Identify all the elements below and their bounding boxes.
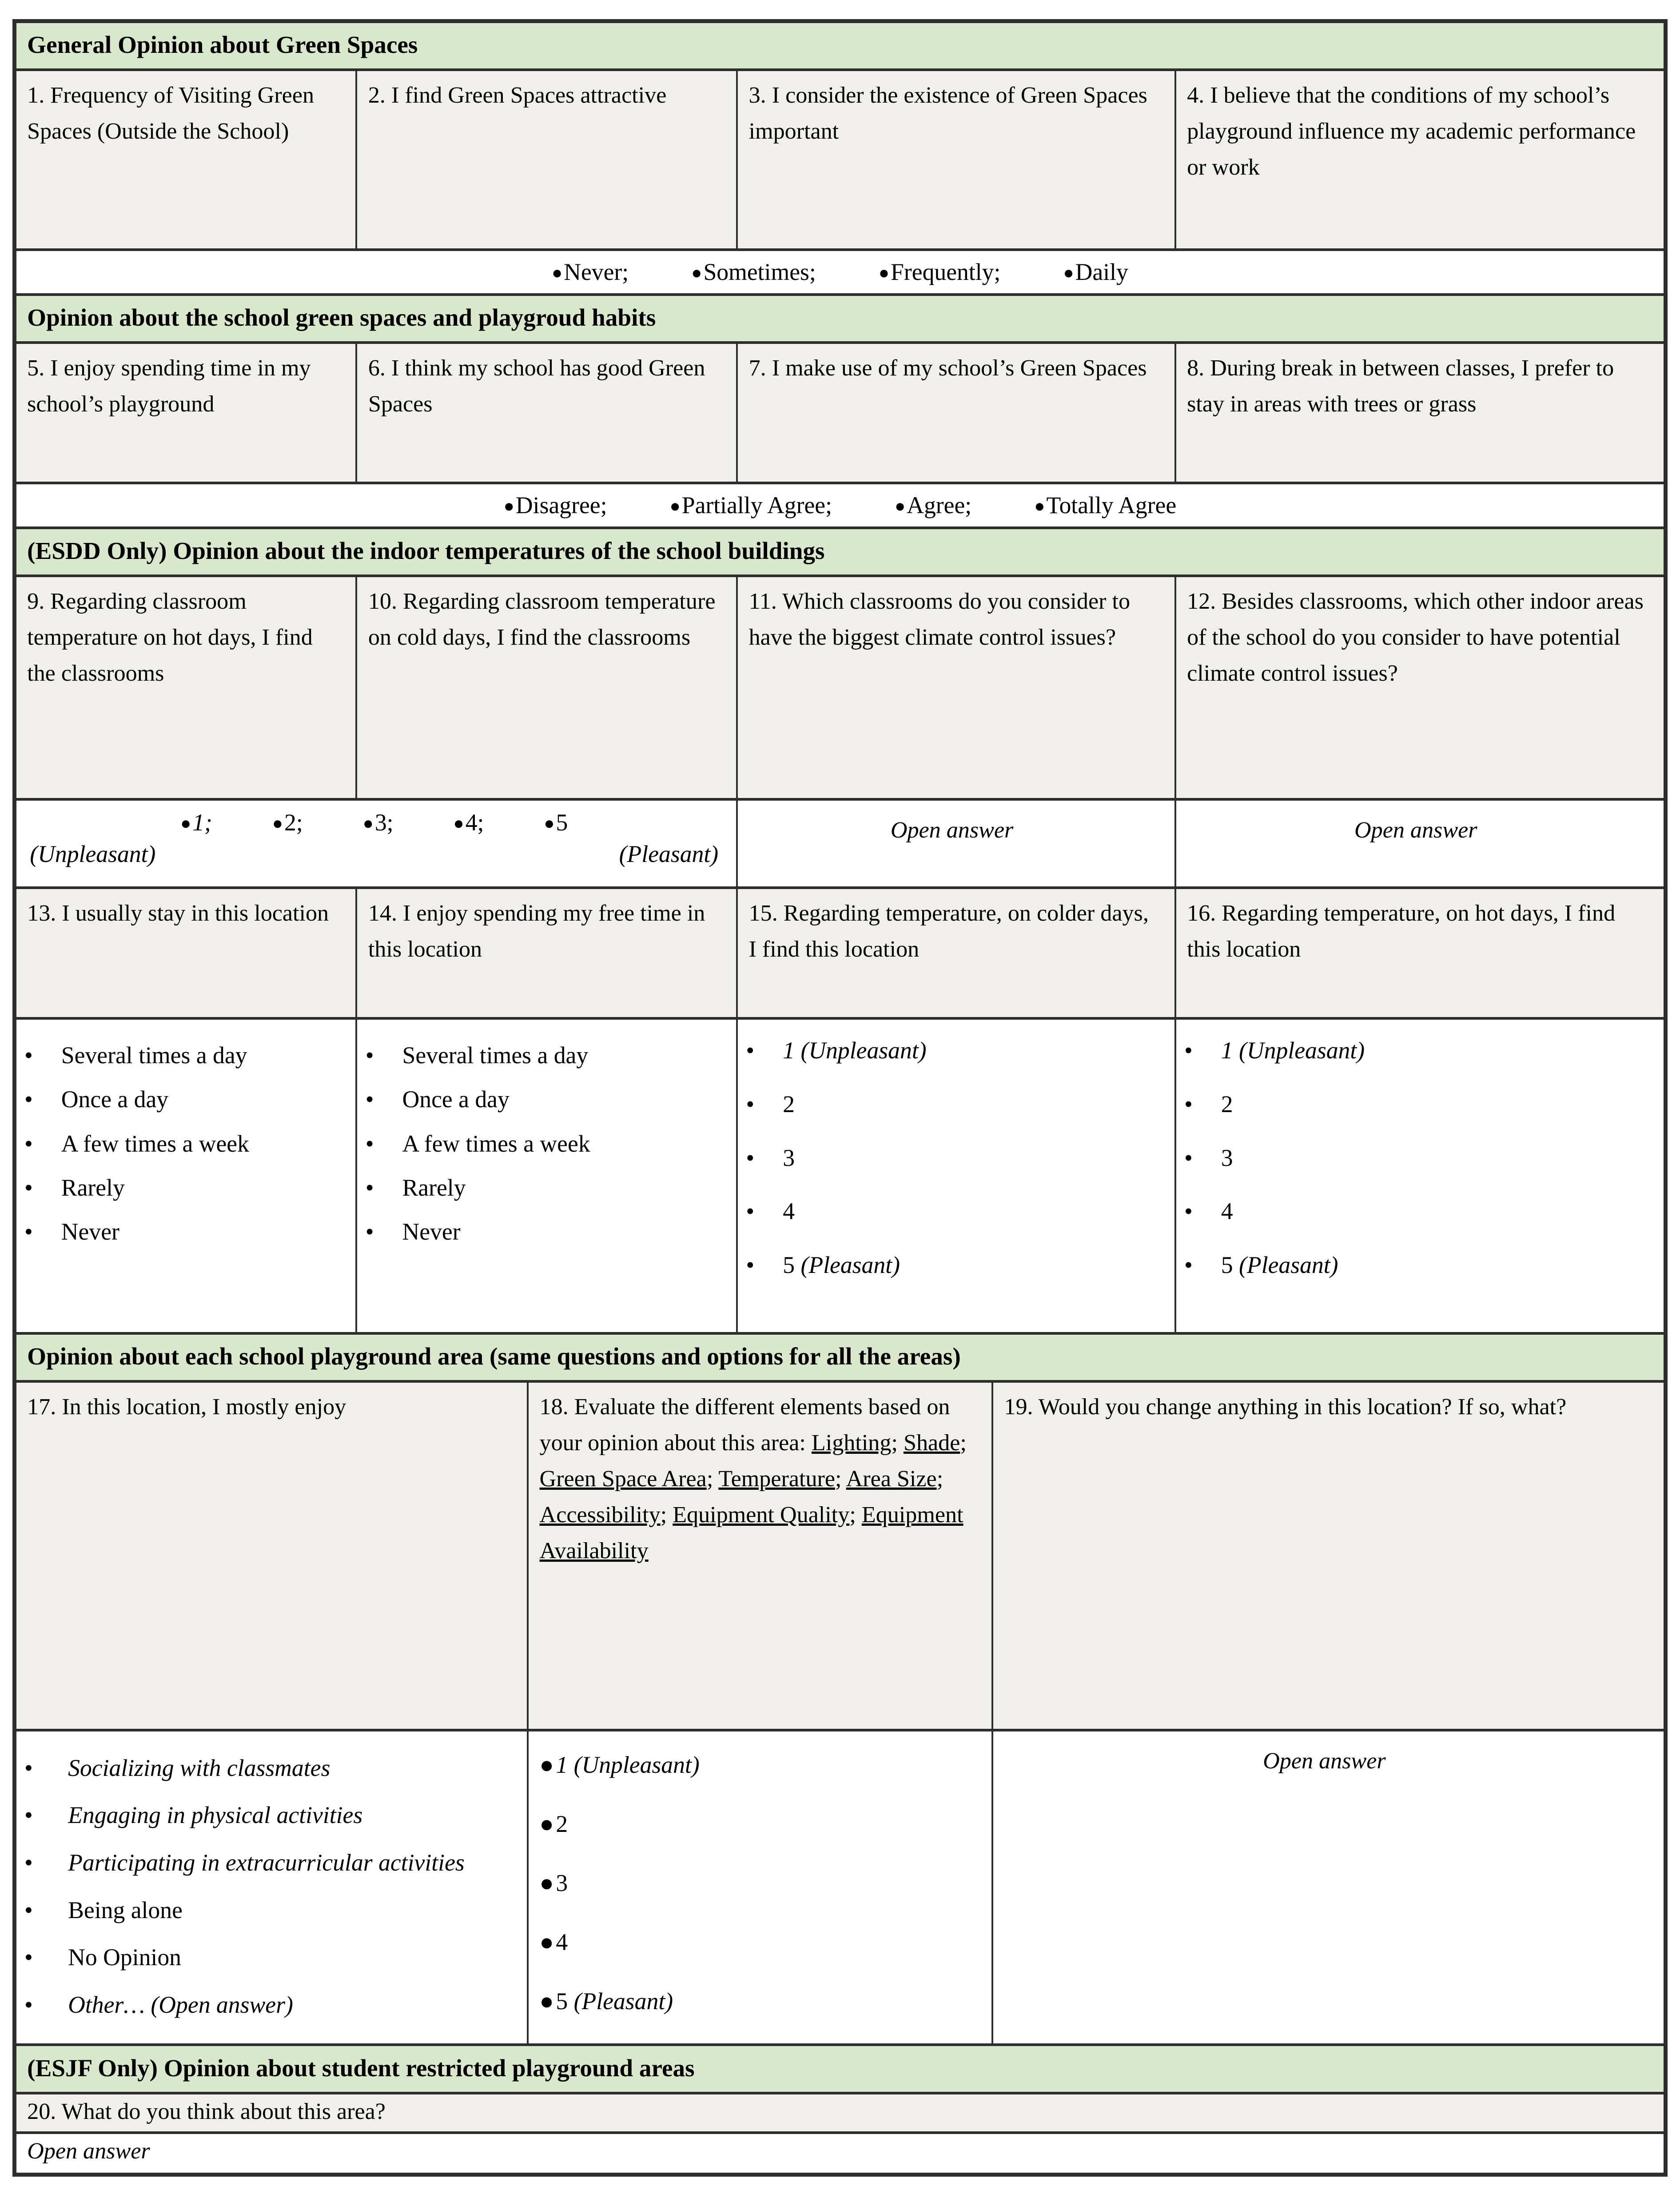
bullet-icon: ●	[1063, 263, 1074, 283]
questions-row-13-16	[16, 889, 1664, 1020]
question-12-cell: 12. Besides classrooms, which other indoor areas of the school do you consider to have potential climate control issues?	[1176, 577, 1664, 798]
list-item: • 1 (Unpleasant)	[746, 1033, 1160, 1068]
list-item: • Several times a day	[24, 1033, 279, 1077]
bullet-icon: ●	[539, 1928, 554, 1955]
question-4-cell: 4. I believe that the conditions of my school’s playground influence my academic performance or work	[1176, 71, 1664, 248]
answers-q14-list	[357, 1020, 738, 1332]
bullet-icon: •	[746, 1144, 755, 1171]
list-item: • 3	[1184, 1141, 1650, 1176]
bullet-icon: ●	[503, 496, 514, 516]
bullet-icon: •	[746, 1090, 755, 1117]
option-partially-agree	[670, 491, 832, 519]
list-item: • Once a day	[366, 1077, 723, 1121]
answers-q18-list	[529, 1731, 993, 2043]
bullet-icon: ●	[895, 496, 906, 516]
question-17-cell: 17. In this location, I mostly enjoy	[16, 1383, 529, 1729]
scale-numbers	[30, 809, 718, 836]
option-label: Sometimes;	[703, 259, 816, 286]
list-item: ● 4	[540, 1925, 981, 1960]
bullet-icon: •	[24, 1944, 33, 1971]
list-item: • 5 (Pleasant)	[746, 1248, 1160, 1283]
bullet-icon: ●	[669, 496, 681, 516]
bullet-icon: •	[24, 1991, 33, 2018]
list-item: ● 1 (Unpleasant)	[540, 1748, 981, 1783]
scale-high-label: (Pleasant)	[619, 841, 719, 868]
scale-1-5-cell	[16, 801, 738, 886]
bullet-icon: •	[24, 1086, 33, 1113]
option-daily	[1063, 258, 1128, 286]
list-item: • Being alone	[24, 1890, 472, 1931]
bullet-icon: •	[24, 1754, 33, 1781]
bullet-icon: •	[1184, 1252, 1193, 1279]
question-7-cell: 7. I make use of my school’s Green Spaces	[738, 344, 1176, 482]
bullet-icon: •	[365, 1174, 374, 1201]
answer-row-20	[16, 2134, 1664, 2173]
section-header-school: Opinion about the school green spaces and playgroud habits	[16, 296, 1664, 341]
bullet-icon: ●	[272, 813, 283, 834]
question-8-cell: 8. During break in between classes, I prefer to stay in areas with trees or grass	[1176, 344, 1664, 482]
list-item: • 4	[1184, 1194, 1650, 1229]
question-10-cell: 10. Regarding classroom temperature on cold days, I find the classrooms	[357, 577, 738, 798]
list-item: • No Opinion	[24, 1937, 472, 1978]
bullet-icon: ●	[539, 1869, 554, 1896]
agreement-options-cell	[16, 484, 1664, 527]
list-item: ● 3	[540, 1866, 981, 1901]
list-item: • Rarely	[366, 1166, 723, 1210]
section-row-playground	[16, 1335, 1664, 1383]
list-item: • Once a day	[24, 1077, 279, 1121]
questionnaire-table	[12, 19, 1668, 2177]
bullet-icon: •	[24, 1802, 33, 1829]
question-1-cell: 1. Frequency of Visiting Green Spaces (Outside the School)	[16, 71, 358, 248]
question-14-cell: 14. I enjoy spending my free time in this location	[357, 889, 738, 1017]
bullet-icon: •	[746, 1198, 755, 1225]
section-row-indoor	[16, 529, 1664, 577]
questions-row-17-19	[16, 1383, 1664, 1731]
list-item: ● 5 (Pleasant)	[540, 1984, 981, 2019]
option-label: Partially Agree;	[681, 492, 832, 519]
scale-1: ● 1;	[180, 809, 212, 836]
open-answer-q12: Open answer	[1176, 801, 1664, 886]
list-item: • Engaging in physical activities	[24, 1795, 472, 1835]
open-answer-q19: Open answer	[993, 1731, 1664, 2043]
section-header-general: General Opinion about Green Spaces	[16, 23, 1664, 68]
scale-4: ● 4;	[453, 809, 484, 836]
bullet-icon: •	[746, 1037, 755, 1064]
section-header-playground: Opinion about each school playground area (same questions and options for all the areas)	[16, 1335, 1664, 1380]
list-item: • 1 (Unpleasant)	[1184, 1033, 1650, 1068]
list-item: • 3	[746, 1141, 1160, 1176]
bullet-icon: •	[24, 1218, 33, 1245]
answers-row-13-16	[16, 1020, 1664, 1334]
open-answer-q20: Open answer	[16, 2134, 1664, 2173]
list-item: • Socializing with classmates	[24, 1748, 472, 1788]
scale-low-label: (Unpleasant)	[30, 841, 156, 868]
scale-row-9-12	[16, 801, 1664, 889]
question-13-cell: 13. I usually stay in this location	[16, 889, 358, 1017]
frequency-options-cell	[16, 251, 1664, 293]
answers-row-17-19	[16, 1731, 1664, 2046]
list-item: • 4	[746, 1194, 1160, 1229]
bullet-icon: •	[1184, 1090, 1193, 1117]
question-18-cell: 18. Evaluate the different elements based on your opinion about this area: Lighting; Shade; Green Space Area; Temperature; Area Size; Accessibility; Equipment Quality; Equipment Availability	[529, 1383, 993, 1729]
bullet-icon: •	[365, 1130, 374, 1157]
option-agree	[895, 491, 971, 519]
question-6-cell: 6. I think my school has good Green Spaces	[357, 344, 738, 482]
option-never	[552, 258, 629, 286]
section-row-restricted	[16, 2046, 1664, 2094]
list-item: • 2	[1184, 1087, 1650, 1122]
option-label: Agree;	[907, 492, 972, 519]
question-3-cell: 3. I consider the existence of Green Spaces important	[738, 71, 1176, 248]
section-row-school	[16, 296, 1664, 344]
list-item: • Never	[24, 1210, 279, 1254]
bullet-icon: ●	[691, 263, 702, 283]
option-label: Totally Agree	[1046, 492, 1177, 519]
bullet-icon: ●	[539, 1987, 554, 2014]
option-disagree	[504, 491, 607, 519]
option-label: Disagree;	[515, 492, 607, 519]
bullet-icon: •	[746, 1252, 755, 1279]
question-18-lead: 18. Evaluate the different elements based on your opinion about this area:	[539, 1394, 950, 1456]
bullet-icon: •	[1184, 1198, 1193, 1225]
question-19-cell: 19. Would you change anything in this location? If so, what?	[993, 1383, 1664, 1729]
scale-labels	[30, 840, 718, 868]
list-item: • Several times a day	[366, 1033, 723, 1077]
options-row-agreement	[16, 484, 1664, 529]
scale-2: ● 2;	[272, 809, 303, 836]
bullet-icon: •	[1184, 1144, 1193, 1171]
bullet-icon: ●	[362, 813, 374, 834]
list-item: • Rarely	[24, 1166, 279, 1210]
bullet-icon: •	[1184, 1037, 1193, 1064]
bullet-icon: ●	[453, 813, 464, 834]
bullet-icon: ●	[552, 263, 563, 283]
options-row-frequency	[16, 251, 1664, 296]
open-answer-q11: Open answer	[738, 801, 1176, 886]
answers-q15-list	[738, 1020, 1176, 1332]
bullet-icon: ●	[1034, 496, 1045, 516]
section-header-restricted: (ESJF Only) Opinion about student restricted playground areas	[16, 2046, 1664, 2091]
bullet-icon: •	[365, 1218, 374, 1245]
questions-row-5-8	[16, 344, 1664, 484]
questions-row-9-12	[16, 577, 1664, 801]
questions-row-1-4	[16, 71, 1664, 251]
section-row-general	[16, 23, 1664, 71]
question-11-cell: 11. Which classrooms do you consider to have the biggest climate control issues?	[738, 577, 1176, 798]
question-2-cell: 2. I find Green Spaces attractive	[357, 71, 738, 248]
option-frequently	[879, 258, 1001, 286]
list-item: • A few times a week	[366, 1122, 723, 1166]
answers-q13-list	[16, 1020, 358, 1332]
list-item: • A few times a week	[24, 1122, 279, 1166]
question-16-cell: 16. Regarding temperature, on hot days, I find this location	[1176, 889, 1664, 1017]
question-5-cell: 5. I enjoy spending time in my school’s playground	[16, 344, 358, 482]
bullet-icon: •	[24, 1042, 33, 1069]
answers-q17-list	[16, 1731, 529, 2043]
bullet-icon: •	[24, 1849, 33, 1876]
answers-q16-list	[1176, 1020, 1664, 1332]
bullet-icon: •	[24, 1896, 33, 1923]
option-label: Frequently;	[891, 259, 1001, 286]
list-item: • Never	[366, 1210, 723, 1254]
bullet-icon: ●	[539, 1751, 554, 1778]
section-header-indoor: (ESDD Only) Opinion about the indoor temperatures of the school buildings	[16, 529, 1664, 574]
bullet-icon: •	[24, 1174, 33, 1201]
bullet-icon: ●	[539, 1810, 554, 1837]
bullet-icon: ●	[180, 813, 191, 834]
option-label: Daily	[1075, 259, 1128, 286]
bullet-icon: ●	[544, 813, 555, 834]
bullet-icon: •	[365, 1042, 374, 1069]
question-9-cell: 9. Regarding classroom temperature on hot days, I find the classrooms	[16, 577, 358, 798]
option-label: Never;	[564, 259, 629, 286]
scale-5: ● 5	[544, 809, 568, 836]
question-20-cell: 20. What do you think about this area?	[16, 2094, 1664, 2132]
list-item: ● 2	[540, 1807, 981, 1842]
list-item: • Participating in extracurricular activities	[24, 1843, 472, 1883]
option-sometimes	[691, 258, 816, 286]
question-15-cell: 15. Regarding temperature, on colder days, I find this location	[738, 889, 1176, 1017]
list-item: • 5 (Pleasant)	[1184, 1248, 1650, 1283]
list-item: • 2	[746, 1087, 1160, 1122]
bullet-icon: ●	[878, 263, 889, 283]
list-item: • Other… (Open answer)	[24, 1985, 472, 2025]
question-row-20	[16, 2094, 1664, 2134]
option-totally-agree	[1034, 491, 1176, 519]
bullet-icon: •	[24, 1130, 33, 1157]
bullet-icon: •	[365, 1086, 374, 1113]
scale-3: ● 3;	[362, 809, 394, 836]
